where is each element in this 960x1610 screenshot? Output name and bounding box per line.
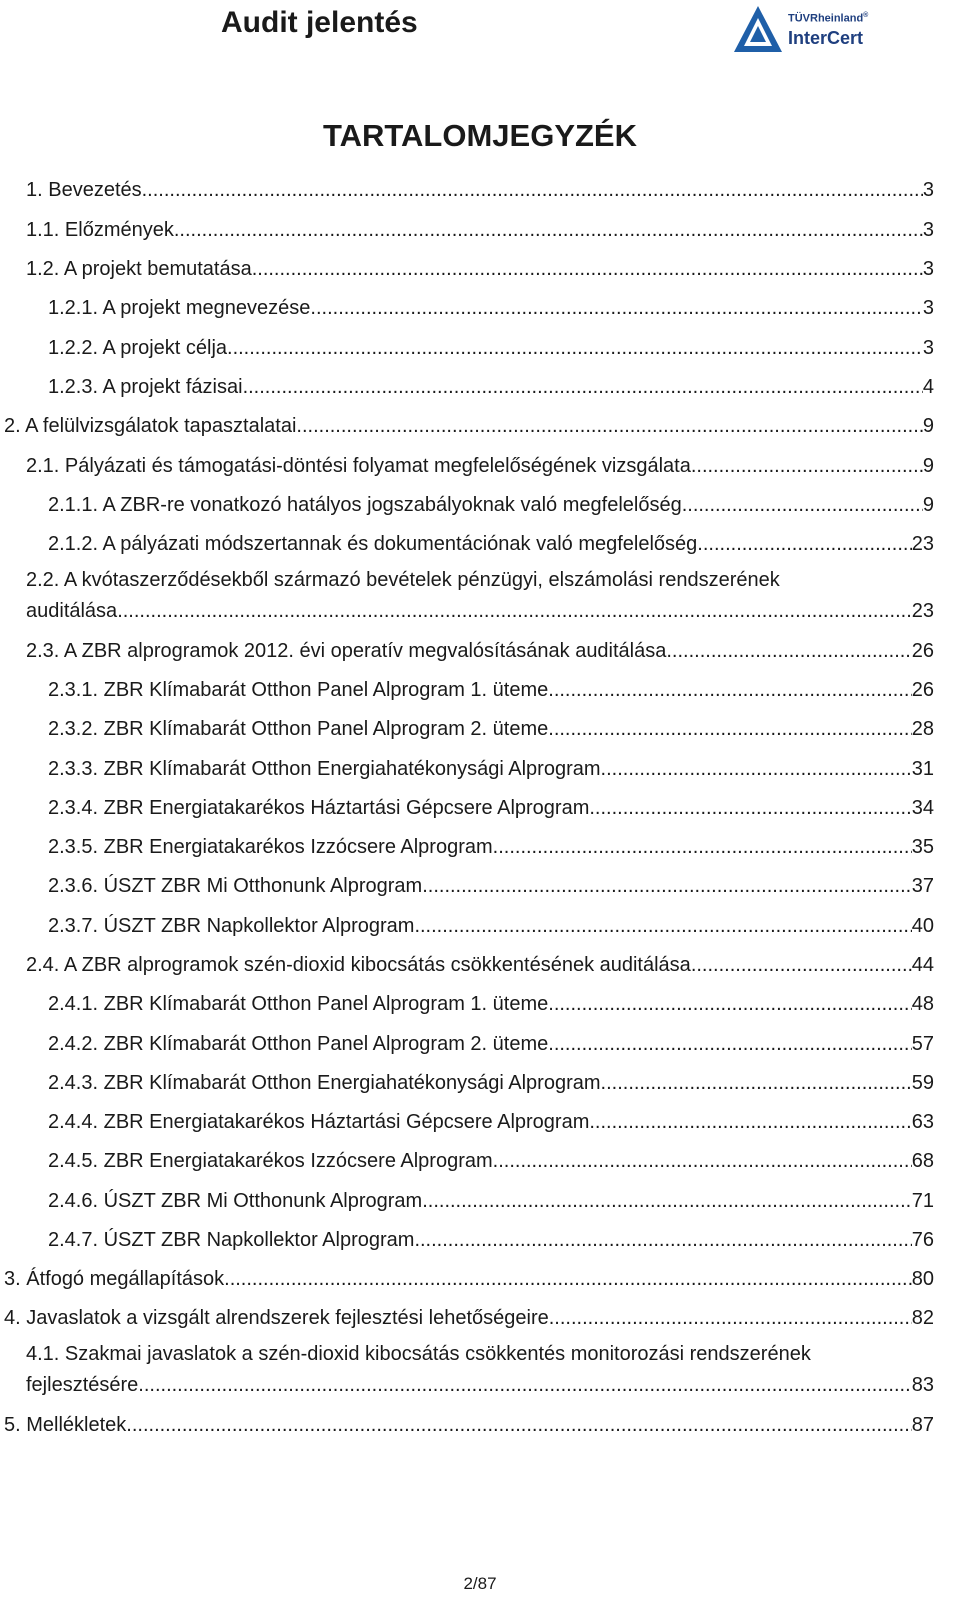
toc-entry-text: 1.1. Előzmények bbox=[26, 219, 174, 241]
toc-entry[interactable] bbox=[48, 530, 934, 556]
toc-entry-page: 3 bbox=[922, 179, 934, 201]
toc-entry-page: 48 bbox=[911, 993, 934, 1015]
toc-leader-dots bbox=[666, 640, 911, 663]
toc-entry-text: 2.4.6. ÚSZT ZBR Mi Otthonunk Alprogram bbox=[48, 1190, 423, 1212]
toc-leader-dots bbox=[174, 219, 923, 242]
toc-entry-text: 2.3.7. ÚSZT ZBR Napkollektor Alprogram bbox=[48, 915, 415, 937]
toc-entry-page: 3 bbox=[922, 219, 934, 241]
toc-leader-dots bbox=[414, 1229, 911, 1252]
toc-entry-text: 3. Átfogó megállapítások bbox=[4, 1268, 225, 1290]
toc-entry-text: 2.3.2. ZBR Klímabarát Otthon Panel Alprogram 2. üteme bbox=[48, 718, 549, 740]
toc-entry-page: 82 bbox=[911, 1307, 934, 1329]
toc-entry[interactable] bbox=[48, 334, 934, 360]
toc-entry-page: 34 bbox=[911, 797, 934, 819]
toc-entry-text: 2.1.1. A ZBR-re vonatkozó hatályos jogszabályoknak való megfelelőség bbox=[48, 494, 682, 516]
toc-entry-page: 9 bbox=[922, 494, 934, 516]
toc-entry[interactable] bbox=[48, 1108, 934, 1134]
logo-text-tuv: TÜVRheinland® bbox=[788, 12, 869, 25]
toc-leader-dots bbox=[117, 600, 912, 623]
toc-entry[interactable] bbox=[26, 255, 934, 281]
toc-entry-page: 37 bbox=[911, 875, 934, 897]
toc-entry-page: 3 bbox=[922, 297, 934, 319]
toc-leader-dots bbox=[691, 954, 912, 977]
toc-entry[interactable] bbox=[48, 1226, 934, 1252]
toc-entry[interactable] bbox=[26, 637, 934, 663]
toc-entry[interactable] bbox=[48, 1187, 934, 1213]
toc-leader-dots bbox=[227, 337, 923, 360]
toc-leader-dots bbox=[493, 1150, 912, 1173]
toc-entry-page: 23 bbox=[911, 600, 934, 622]
toc-leader-dots bbox=[691, 455, 923, 478]
toc-leader-dots bbox=[548, 993, 911, 1016]
toc-entry-page: 71 bbox=[911, 1190, 934, 1212]
toc-entry[interactable] bbox=[4, 1304, 934, 1330]
toc-entry-page: 44 bbox=[911, 954, 934, 976]
toc-leader-dots bbox=[422, 875, 912, 898]
toc-entry[interactable] bbox=[48, 990, 934, 1016]
toc-entry[interactable] bbox=[48, 912, 934, 938]
page-number: 2/87 bbox=[463, 1574, 497, 1593]
toc-leader-dots bbox=[243, 376, 923, 399]
toc-entry-page: 87 bbox=[911, 1414, 934, 1436]
toc-entry-text: 2.4.7. ÚSZT ZBR Napkollektor Alprogram bbox=[48, 1229, 415, 1251]
toc-entry-page: 9 bbox=[922, 455, 934, 477]
toc-entry[interactable] bbox=[26, 951, 934, 977]
toc-entry-text: 1.2.2. A projekt célja bbox=[48, 337, 228, 359]
toc-entry[interactable] bbox=[48, 833, 934, 859]
toc-entry[interactable] bbox=[26, 1343, 934, 1397]
toc-entry-page: 3 bbox=[922, 337, 934, 359]
toc-entry[interactable] bbox=[48, 794, 934, 820]
toc-entry[interactable] bbox=[48, 755, 934, 781]
toc-entry[interactable] bbox=[48, 715, 934, 741]
toc-entry-text: 2.3.4. ZBR Energiatakarékos Háztartási Gépcsere Alprogram bbox=[48, 797, 590, 819]
toc-leader-dots bbox=[224, 1268, 912, 1291]
toc-leader-dots bbox=[697, 533, 911, 556]
toc-entry[interactable] bbox=[48, 294, 934, 320]
toc-entry-text: 2.3.3. ZBR Klímabarát Otthon Energiahatékonysági Alprogram bbox=[48, 758, 601, 780]
toc-entry-text: 2.4.5. ZBR Energiatakarékos Izzócsere Alprogram bbox=[48, 1150, 493, 1172]
toc-leader-dots bbox=[422, 1190, 912, 1213]
toc-entry[interactable] bbox=[48, 491, 934, 517]
toc-leader-dots bbox=[589, 1111, 911, 1134]
toc-entry-text: 2.4.1. ZBR Klímabarát Otthon Panel Alprogram 1. üteme bbox=[48, 993, 549, 1015]
toc-leader-dots bbox=[601, 758, 912, 781]
toc-entry-text-continued: auditálása bbox=[26, 600, 118, 622]
toc-leader-dots bbox=[548, 718, 911, 741]
toc-leader-dots bbox=[310, 297, 922, 320]
toc-entry-text: 2.3.1. ZBR Klímabarát Otthon Panel Alprogram 1. üteme bbox=[48, 679, 549, 701]
toc-leader-dots bbox=[601, 1072, 912, 1095]
document-title: Audit jelentés bbox=[221, 6, 418, 39]
toc-entry-text: 2.4.2. ZBR Klímabarát Otthon Panel Alprogram 2. üteme bbox=[48, 1033, 549, 1055]
toc-entry-text: 2.4.4. ZBR Energiatakarékos Háztartási Gépcsere Alprogram bbox=[48, 1111, 590, 1133]
toc-entry-page: 31 bbox=[911, 758, 934, 780]
toc-entry-text: 4. Javaslatok a vizsgált alrendszerek fejlesztési lehetőségeire bbox=[4, 1307, 549, 1329]
tuv-triangle-icon bbox=[732, 4, 784, 54]
toc-entry[interactable] bbox=[48, 1030, 934, 1056]
toc-entry-page: 40 bbox=[911, 915, 934, 937]
toc-entry-page: 26 bbox=[911, 640, 934, 662]
toc-entry-text: 1. Bevezetés bbox=[26, 179, 142, 201]
toc-entry[interactable] bbox=[26, 216, 934, 242]
toc-entry[interactable] bbox=[48, 872, 934, 898]
toc-entry-page: 80 bbox=[911, 1268, 934, 1290]
toc-entry-text: 2.3.5. ZBR Energiatakarékos Izzócsere Alprogram bbox=[48, 836, 493, 858]
toc-entry-page: 4 bbox=[922, 376, 934, 398]
toc-entry-page: 35 bbox=[911, 836, 934, 858]
toc-entry-text: 1.2.1. A projekt megnevezése bbox=[48, 297, 311, 319]
toc-leader-dots bbox=[296, 415, 922, 438]
toc-entry-text: 2.4. A ZBR alprogramok szén-dioxid kibocsátás csökkentésének auditálása bbox=[26, 954, 691, 976]
toc-entry-text-continued: fejlesztésére bbox=[26, 1374, 139, 1396]
toc-entry-page: 59 bbox=[911, 1072, 934, 1094]
toc-entry-text: 2.3.6. ÚSZT ZBR Mi Otthonunk Alprogram bbox=[48, 875, 423, 897]
toc-entry-page: 23 bbox=[911, 533, 934, 555]
toc-entry-text: 4.1. Szakmai javaslatok a szén-dioxid kibocsátás csökkentés monitorozási rendszerének bbox=[26, 1343, 811, 1365]
toc-heading: TARTALOMJEGYZÉK bbox=[322, 118, 637, 153]
toc-leader-dots bbox=[252, 258, 923, 281]
toc-leader-dots bbox=[548, 679, 911, 702]
toc-entry-text: 2.1. Pályázati és támogatási-döntési folyamat megfelelőségének vizsgálata bbox=[26, 455, 691, 477]
toc-entry-page: 63 bbox=[911, 1111, 934, 1133]
toc-leader-dots bbox=[589, 797, 911, 820]
toc-leader-dots bbox=[682, 494, 923, 517]
toc-entry-text: 2.3. A ZBR alprogramok 2012. évi operatív megvalósításának auditálása bbox=[26, 640, 667, 662]
toc-entry-text: 2.4.3. ZBR Klímabarát Otthon Energiahatékonysági Alprogram bbox=[48, 1072, 601, 1094]
toc-entry-page: 57 bbox=[911, 1033, 934, 1055]
toc-entry[interactable] bbox=[48, 373, 934, 399]
toc-entry-text: 2. A felülvizsgálatok tapasztalatai bbox=[4, 415, 297, 437]
tuv-intercert-logo bbox=[732, 4, 902, 54]
toc-leader-dots bbox=[549, 1307, 912, 1330]
toc-entry-page: 83 bbox=[911, 1374, 934, 1396]
toc-entry-text: 2.2. A kvótaszerződésekből származó bevételek pénzügyi, elszámolási rendszerének bbox=[26, 569, 780, 591]
toc-entry[interactable] bbox=[26, 176, 934, 202]
toc-entry[interactable] bbox=[4, 1411, 934, 1437]
toc-entry-page: 3 bbox=[922, 258, 934, 280]
toc-entry-page: 68 bbox=[911, 1150, 934, 1172]
toc-entry-page: 28 bbox=[911, 718, 934, 740]
toc-entry-text: 1.2. A projekt bemutatása bbox=[26, 258, 252, 280]
toc-leader-dots bbox=[126, 1414, 911, 1437]
toc-entry[interactable] bbox=[4, 412, 934, 438]
toc-entry-text: 5. Mellékletek bbox=[4, 1414, 127, 1436]
toc-leader-dots bbox=[138, 1374, 911, 1397]
toc-entry-page: 76 bbox=[911, 1229, 934, 1251]
toc-leader-dots bbox=[414, 915, 911, 938]
toc-leader-dots bbox=[548, 1033, 911, 1056]
toc-entry[interactable] bbox=[48, 1069, 934, 1095]
toc-entry[interactable] bbox=[26, 452, 934, 478]
toc-entry[interactable] bbox=[4, 1265, 934, 1291]
toc-entry[interactable] bbox=[48, 1147, 934, 1173]
toc-entry-text: 1.2.3. A projekt fázisai bbox=[48, 376, 243, 398]
toc-leader-dots bbox=[142, 179, 923, 202]
toc-entry-page: 9 bbox=[922, 415, 934, 437]
toc-entry[interactable] bbox=[48, 676, 934, 702]
toc-leader-dots bbox=[493, 836, 912, 859]
logo-text-intercert: InterCert bbox=[788, 28, 864, 48]
toc-entry[interactable] bbox=[26, 569, 934, 623]
toc-entry-text: 2.1.2. A pályázati módszertannak és dokumentációnak való megfelelőség bbox=[48, 533, 698, 555]
toc-entry-page: 26 bbox=[911, 679, 934, 701]
